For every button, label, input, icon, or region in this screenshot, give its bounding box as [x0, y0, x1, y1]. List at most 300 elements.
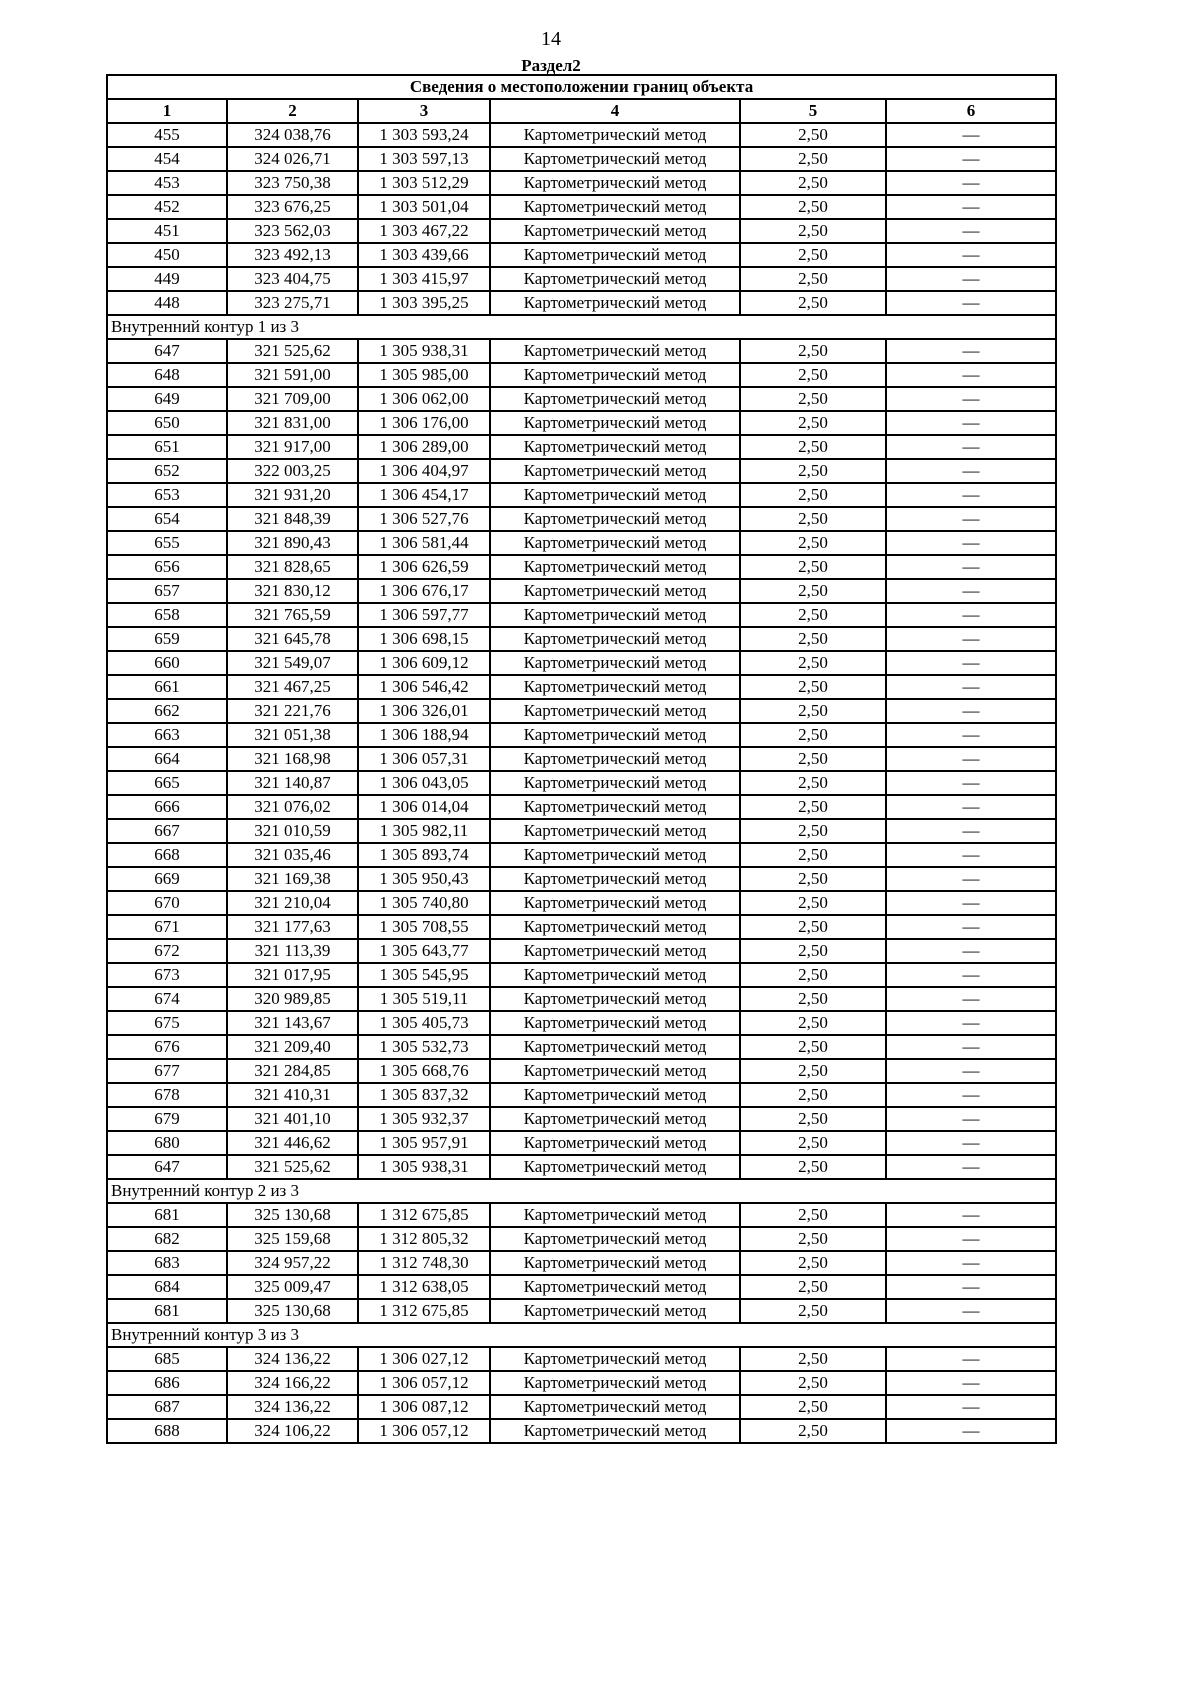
- accuracy-cell: 2,50: [740, 1395, 886, 1419]
- description-cell: —: [886, 987, 1056, 1011]
- y-coordinate-cell: 1 306 404,97: [358, 459, 490, 483]
- y-coordinate-cell: 1 306 454,17: [358, 483, 490, 507]
- table-row: [107, 939, 1056, 963]
- y-coordinate-cell: 1 306 698,15: [358, 627, 490, 651]
- method-cell: Картометрический метод: [490, 291, 740, 315]
- accuracy-cell: 2,50: [740, 1275, 886, 1299]
- accuracy-cell: 2,50: [740, 267, 886, 291]
- method-cell: Картометрический метод: [490, 147, 740, 171]
- method-cell: Картометрический метод: [490, 243, 740, 267]
- description-cell: —: [886, 915, 1056, 939]
- method-cell: Картометрический метод: [490, 1275, 740, 1299]
- x-coordinate-cell: 321 143,67: [227, 1011, 358, 1035]
- point-number-cell: 653: [107, 483, 227, 507]
- x-coordinate-cell: 323 676,25: [227, 195, 358, 219]
- x-coordinate-cell: 321 076,02: [227, 795, 358, 819]
- description-cell: —: [886, 771, 1056, 795]
- table-row: [107, 387, 1056, 411]
- y-coordinate-cell: 1 306 027,12: [358, 1347, 490, 1371]
- table-caption: Сведения о местоположении границ объекта: [107, 75, 1056, 99]
- y-coordinate-cell: 1 305 740,80: [358, 891, 490, 915]
- y-coordinate-cell: 1 306 546,42: [358, 675, 490, 699]
- description-cell: —: [886, 1011, 1056, 1035]
- method-cell: Картометрический метод: [490, 627, 740, 651]
- description-cell: —: [886, 1371, 1056, 1395]
- point-number-cell: 675: [107, 1011, 227, 1035]
- point-number-cell: 455: [107, 123, 227, 147]
- table-row: [107, 1107, 1056, 1131]
- y-coordinate-cell: 1 303 597,13: [358, 147, 490, 171]
- method-cell: Картометрический метод: [490, 195, 740, 219]
- boundary-coordinates-table: [106, 74, 1057, 1444]
- description-cell: —: [886, 411, 1056, 435]
- table-row: [107, 1203, 1056, 1227]
- point-number-cell: 659: [107, 627, 227, 651]
- table-row: [107, 1371, 1056, 1395]
- accuracy-cell: 2,50: [740, 555, 886, 579]
- point-number-cell: 449: [107, 267, 227, 291]
- y-coordinate-cell: 1 305 545,95: [358, 963, 490, 987]
- x-coordinate-cell: 323 404,75: [227, 267, 358, 291]
- description-cell: —: [886, 1155, 1056, 1179]
- column-number: 3: [358, 99, 490, 123]
- point-number-cell: 647: [107, 339, 227, 363]
- method-cell: Картометрический метод: [490, 1395, 740, 1419]
- table-row: [107, 1275, 1056, 1299]
- x-coordinate-cell: 324 136,22: [227, 1347, 358, 1371]
- point-number-cell: 667: [107, 819, 227, 843]
- x-coordinate-cell: 321 931,20: [227, 483, 358, 507]
- method-cell: Картометрический метод: [490, 459, 740, 483]
- point-number-cell: 668: [107, 843, 227, 867]
- x-coordinate-cell: 321 177,63: [227, 915, 358, 939]
- page-number: 14: [541, 28, 561, 50]
- point-number-cell: 656: [107, 555, 227, 579]
- table-row: [107, 243, 1056, 267]
- x-coordinate-cell: 321 848,39: [227, 507, 358, 531]
- y-coordinate-cell: 1 312 638,05: [358, 1275, 490, 1299]
- accuracy-cell: 2,50: [740, 1371, 886, 1395]
- point-number-cell: 658: [107, 603, 227, 627]
- contour-label: Внутренний контур 2 из 3: [107, 1179, 1056, 1203]
- accuracy-cell: 2,50: [740, 1203, 886, 1227]
- x-coordinate-cell: 325 130,68: [227, 1299, 358, 1323]
- point-number-cell: 648: [107, 363, 227, 387]
- method-cell: Картометрический метод: [490, 531, 740, 555]
- accuracy-cell: 2,50: [740, 771, 886, 795]
- x-coordinate-cell: 321 284,85: [227, 1059, 358, 1083]
- description-cell: —: [886, 483, 1056, 507]
- y-coordinate-cell: 1 305 668,76: [358, 1059, 490, 1083]
- y-coordinate-cell: 1 305 982,11: [358, 819, 490, 843]
- table-row: [107, 579, 1056, 603]
- method-cell: Картометрический метод: [490, 771, 740, 795]
- point-number-cell: 665: [107, 771, 227, 795]
- x-coordinate-cell: 323 492,13: [227, 243, 358, 267]
- description-cell: —: [886, 531, 1056, 555]
- method-cell: Картометрический метод: [490, 1155, 740, 1179]
- y-coordinate-cell: 1 306 043,05: [358, 771, 490, 795]
- table-row: [107, 1347, 1056, 1371]
- accuracy-cell: 2,50: [740, 843, 886, 867]
- description-cell: —: [886, 699, 1056, 723]
- table-row: [107, 603, 1056, 627]
- table-row: [107, 627, 1056, 651]
- accuracy-cell: 2,50: [740, 795, 886, 819]
- y-coordinate-cell: 1 306 289,00: [358, 435, 490, 459]
- description-cell: —: [886, 1275, 1056, 1299]
- x-coordinate-cell: 323 275,71: [227, 291, 358, 315]
- description-cell: —: [886, 747, 1056, 771]
- method-cell: Картометрический метод: [490, 1131, 740, 1155]
- point-number-cell: 684: [107, 1275, 227, 1299]
- method-cell: Картометрический метод: [490, 1251, 740, 1275]
- description-cell: —: [886, 339, 1056, 363]
- y-coordinate-cell: 1 305 532,73: [358, 1035, 490, 1059]
- method-cell: Картометрический метод: [490, 1347, 740, 1371]
- x-coordinate-cell: 321 917,00: [227, 435, 358, 459]
- accuracy-cell: 2,50: [740, 387, 886, 411]
- y-coordinate-cell: 1 306 597,77: [358, 603, 490, 627]
- column-number: 1: [107, 99, 227, 123]
- accuracy-cell: 2,50: [740, 891, 886, 915]
- point-number-cell: 450: [107, 243, 227, 267]
- column-number: 2: [227, 99, 358, 123]
- method-cell: Картометрический метод: [490, 795, 740, 819]
- point-number-cell: 674: [107, 987, 227, 1011]
- table-row: [107, 1011, 1056, 1035]
- description-cell: —: [886, 459, 1056, 483]
- accuracy-cell: 2,50: [740, 1251, 886, 1275]
- method-cell: Картометрический метод: [490, 1419, 740, 1443]
- x-coordinate-cell: 321 410,31: [227, 1083, 358, 1107]
- method-cell: Картометрический метод: [490, 411, 740, 435]
- y-coordinate-cell: 1 305 938,31: [358, 1155, 490, 1179]
- method-cell: Картометрический метод: [490, 339, 740, 363]
- point-number-cell: 657: [107, 579, 227, 603]
- table-row: [107, 411, 1056, 435]
- point-number-cell: 655: [107, 531, 227, 555]
- description-cell: —: [886, 195, 1056, 219]
- y-coordinate-cell: 1 305 405,73: [358, 1011, 490, 1035]
- table-row: [107, 771, 1056, 795]
- table-row: [107, 459, 1056, 483]
- point-number-cell: 683: [107, 1251, 227, 1275]
- accuracy-cell: 2,50: [740, 987, 886, 1011]
- table-row: [107, 819, 1056, 843]
- x-coordinate-cell: 321 645,78: [227, 627, 358, 651]
- description-cell: —: [886, 579, 1056, 603]
- y-coordinate-cell: 1 306 676,17: [358, 579, 490, 603]
- x-coordinate-cell: 321 831,00: [227, 411, 358, 435]
- table-row: [107, 1395, 1056, 1419]
- x-coordinate-cell: 321 035,46: [227, 843, 358, 867]
- table-row: [107, 219, 1056, 243]
- point-number-cell: 669: [107, 867, 227, 891]
- table-row: [107, 435, 1056, 459]
- point-number-cell: 678: [107, 1083, 227, 1107]
- method-cell: Картометрический метод: [490, 891, 740, 915]
- y-coordinate-cell: 1 303 512,29: [358, 171, 490, 195]
- table-row: [107, 891, 1056, 915]
- method-cell: Картометрический метод: [490, 1011, 740, 1035]
- column-numbers-row: [107, 99, 1056, 123]
- method-cell: Картометрический метод: [490, 1083, 740, 1107]
- point-number-cell: 663: [107, 723, 227, 747]
- column-number: 5: [740, 99, 886, 123]
- description-cell: —: [886, 1251, 1056, 1275]
- table-row: [107, 651, 1056, 675]
- accuracy-cell: 2,50: [740, 147, 886, 171]
- table-row: [107, 291, 1056, 315]
- accuracy-cell: 2,50: [740, 939, 886, 963]
- description-cell: —: [886, 1107, 1056, 1131]
- accuracy-cell: 2,50: [740, 1299, 886, 1323]
- x-coordinate-cell: 322 003,25: [227, 459, 358, 483]
- x-coordinate-cell: 321 525,62: [227, 339, 358, 363]
- x-coordinate-cell: 321 549,07: [227, 651, 358, 675]
- x-coordinate-cell: 325 159,68: [227, 1227, 358, 1251]
- method-cell: Картометрический метод: [490, 387, 740, 411]
- x-coordinate-cell: 321 113,39: [227, 939, 358, 963]
- table-body: [107, 123, 1056, 1443]
- accuracy-cell: 2,50: [740, 459, 886, 483]
- description-cell: —: [886, 171, 1056, 195]
- method-cell: Картометрический метод: [490, 1227, 740, 1251]
- accuracy-cell: 2,50: [740, 339, 886, 363]
- x-coordinate-cell: 321 169,38: [227, 867, 358, 891]
- point-number-cell: 670: [107, 891, 227, 915]
- table-row: [107, 483, 1056, 507]
- accuracy-cell: 2,50: [740, 363, 886, 387]
- description-cell: —: [886, 843, 1056, 867]
- description-cell: —: [886, 867, 1056, 891]
- method-cell: Картометрический метод: [490, 675, 740, 699]
- point-number-cell: 660: [107, 651, 227, 675]
- accuracy-cell: 2,50: [740, 603, 886, 627]
- column-number: 4: [490, 99, 740, 123]
- description-cell: —: [886, 1059, 1056, 1083]
- accuracy-cell: 2,50: [740, 1107, 886, 1131]
- accuracy-cell: 2,50: [740, 963, 886, 987]
- x-coordinate-cell: 324 026,71: [227, 147, 358, 171]
- method-cell: Картометрический метод: [490, 171, 740, 195]
- x-coordinate-cell: 321 221,76: [227, 699, 358, 723]
- method-cell: Картометрический метод: [490, 1299, 740, 1323]
- point-number-cell: 453: [107, 171, 227, 195]
- x-coordinate-cell: 323 750,38: [227, 171, 358, 195]
- accuracy-cell: 2,50: [740, 675, 886, 699]
- method-cell: Картометрический метод: [490, 483, 740, 507]
- point-number-cell: 448: [107, 291, 227, 315]
- x-coordinate-cell: 321 828,65: [227, 555, 358, 579]
- point-number-cell: 676: [107, 1035, 227, 1059]
- y-coordinate-cell: 1 305 519,11: [358, 987, 490, 1011]
- table-row: [107, 1155, 1056, 1179]
- method-cell: Картометрический метод: [490, 507, 740, 531]
- y-coordinate-cell: 1 306 057,31: [358, 747, 490, 771]
- method-cell: Картометрический метод: [490, 819, 740, 843]
- x-coordinate-cell: 321 140,87: [227, 771, 358, 795]
- accuracy-cell: 2,50: [740, 627, 886, 651]
- section-title: Раздел2: [521, 56, 581, 75]
- method-cell: Картометрический метод: [490, 555, 740, 579]
- method-cell: Картометрический метод: [490, 267, 740, 291]
- table-row: [107, 507, 1056, 531]
- description-cell: —: [886, 651, 1056, 675]
- method-cell: Картометрический метод: [490, 915, 740, 939]
- table-row: [107, 147, 1056, 171]
- y-coordinate-cell: 1 312 748,30: [358, 1251, 490, 1275]
- accuracy-cell: 2,50: [740, 507, 886, 531]
- point-number-cell: 681: [107, 1299, 227, 1323]
- x-coordinate-cell: 321 467,25: [227, 675, 358, 699]
- method-cell: Картометрический метод: [490, 435, 740, 459]
- description-cell: —: [886, 675, 1056, 699]
- description-cell: —: [886, 363, 1056, 387]
- description-cell: —: [886, 1227, 1056, 1251]
- description-cell: —: [886, 1083, 1056, 1107]
- y-coordinate-cell: 1 306 581,44: [358, 531, 490, 555]
- x-coordinate-cell: 321 446,62: [227, 1131, 358, 1155]
- accuracy-cell: 2,50: [740, 531, 886, 555]
- y-coordinate-cell: 1 306 087,12: [358, 1395, 490, 1419]
- description-cell: —: [886, 1299, 1056, 1323]
- method-cell: Картометрический метод: [490, 363, 740, 387]
- description-cell: —: [886, 243, 1056, 267]
- description-cell: —: [886, 291, 1056, 315]
- table-row: [107, 795, 1056, 819]
- y-coordinate-cell: 1 303 395,25: [358, 291, 490, 315]
- description-cell: —: [886, 819, 1056, 843]
- column-number: 6: [886, 99, 1056, 123]
- description-cell: —: [886, 267, 1056, 291]
- point-number-cell: 685: [107, 1347, 227, 1371]
- description-cell: —: [886, 555, 1056, 579]
- point-number-cell: 454: [107, 147, 227, 171]
- accuracy-cell: 2,50: [740, 123, 886, 147]
- y-coordinate-cell: 1 305 708,55: [358, 915, 490, 939]
- x-coordinate-cell: 321 591,00: [227, 363, 358, 387]
- point-number-cell: 671: [107, 915, 227, 939]
- accuracy-cell: 2,50: [740, 1083, 886, 1107]
- table-row: [107, 1299, 1056, 1323]
- method-cell: Картометрический метод: [490, 843, 740, 867]
- description-cell: —: [886, 1035, 1056, 1059]
- x-coordinate-cell: 321 525,62: [227, 1155, 358, 1179]
- method-cell: Картометрический метод: [490, 747, 740, 771]
- method-cell: Картометрический метод: [490, 651, 740, 675]
- table-row: [107, 747, 1056, 771]
- point-number-cell: 664: [107, 747, 227, 771]
- accuracy-cell: 2,50: [740, 1419, 886, 1443]
- accuracy-cell: 2,50: [740, 1035, 886, 1059]
- method-cell: Картометрический метод: [490, 723, 740, 747]
- description-cell: —: [886, 387, 1056, 411]
- point-number-cell: 687: [107, 1395, 227, 1419]
- point-number-cell: 680: [107, 1131, 227, 1155]
- x-coordinate-cell: 324 136,22: [227, 1395, 358, 1419]
- y-coordinate-cell: 1 306 014,04: [358, 795, 490, 819]
- x-coordinate-cell: 324 106,22: [227, 1419, 358, 1443]
- x-coordinate-cell: 325 009,47: [227, 1275, 358, 1299]
- point-number-cell: 672: [107, 939, 227, 963]
- point-number-cell: 649: [107, 387, 227, 411]
- method-cell: Картометрический метод: [490, 1107, 740, 1131]
- point-number-cell: 652: [107, 459, 227, 483]
- table-row: [107, 1227, 1056, 1251]
- table-row: [107, 195, 1056, 219]
- y-coordinate-cell: 1 306 188,94: [358, 723, 490, 747]
- table-row: [107, 171, 1056, 195]
- x-coordinate-cell: 321 017,95: [227, 963, 358, 987]
- y-coordinate-cell: 1 303 501,04: [358, 195, 490, 219]
- contour-label: Внутренний контур 3 из 3: [107, 1323, 1056, 1347]
- y-coordinate-cell: 1 306 626,59: [358, 555, 490, 579]
- point-number-cell: 679: [107, 1107, 227, 1131]
- accuracy-cell: 2,50: [740, 1059, 886, 1083]
- y-coordinate-cell: 1 306 609,12: [358, 651, 490, 675]
- method-cell: Картометрический метод: [490, 603, 740, 627]
- x-coordinate-cell: 320 989,85: [227, 987, 358, 1011]
- point-number-cell: 666: [107, 795, 227, 819]
- accuracy-cell: 2,50: [740, 1347, 886, 1371]
- description-cell: —: [886, 963, 1056, 987]
- y-coordinate-cell: 1 312 805,32: [358, 1227, 490, 1251]
- description-cell: —: [886, 507, 1056, 531]
- table-row: [107, 867, 1056, 891]
- method-cell: Картометрический метод: [490, 987, 740, 1011]
- table-row: [107, 987, 1056, 1011]
- description-cell: —: [886, 147, 1056, 171]
- method-cell: Картометрический метод: [490, 699, 740, 723]
- y-coordinate-cell: 1 306 057,12: [358, 1371, 490, 1395]
- method-cell: Картометрический метод: [490, 939, 740, 963]
- contour-header-row: [107, 1323, 1056, 1347]
- point-number-cell: 673: [107, 963, 227, 987]
- description-cell: —: [886, 627, 1056, 651]
- point-number-cell: 662: [107, 699, 227, 723]
- accuracy-cell: 2,50: [740, 483, 886, 507]
- table-row: [107, 267, 1056, 291]
- accuracy-cell: 2,50: [740, 1227, 886, 1251]
- table-row: [107, 1131, 1056, 1155]
- method-cell: Картометрический метод: [490, 123, 740, 147]
- x-coordinate-cell: 321 765,59: [227, 603, 358, 627]
- x-coordinate-cell: 321 401,10: [227, 1107, 358, 1131]
- x-coordinate-cell: 321 168,98: [227, 747, 358, 771]
- y-coordinate-cell: 1 306 062,00: [358, 387, 490, 411]
- description-cell: —: [886, 1131, 1056, 1155]
- y-coordinate-cell: 1 303 415,97: [358, 267, 490, 291]
- y-coordinate-cell: 1 305 893,74: [358, 843, 490, 867]
- y-coordinate-cell: 1 305 837,32: [358, 1083, 490, 1107]
- description-cell: —: [886, 603, 1056, 627]
- x-coordinate-cell: 321 010,59: [227, 819, 358, 843]
- point-number-cell: 682: [107, 1227, 227, 1251]
- table-row: [107, 963, 1056, 987]
- accuracy-cell: 2,50: [740, 867, 886, 891]
- y-coordinate-cell: 1 312 675,85: [358, 1203, 490, 1227]
- point-number-cell: 688: [107, 1419, 227, 1443]
- y-coordinate-cell: 1 306 326,01: [358, 699, 490, 723]
- x-coordinate-cell: 324 957,22: [227, 1251, 358, 1275]
- table-row: [107, 723, 1056, 747]
- accuracy-cell: 2,50: [740, 699, 886, 723]
- accuracy-cell: 2,50: [740, 243, 886, 267]
- y-coordinate-cell: 1 305 932,37: [358, 1107, 490, 1131]
- description-cell: —: [886, 723, 1056, 747]
